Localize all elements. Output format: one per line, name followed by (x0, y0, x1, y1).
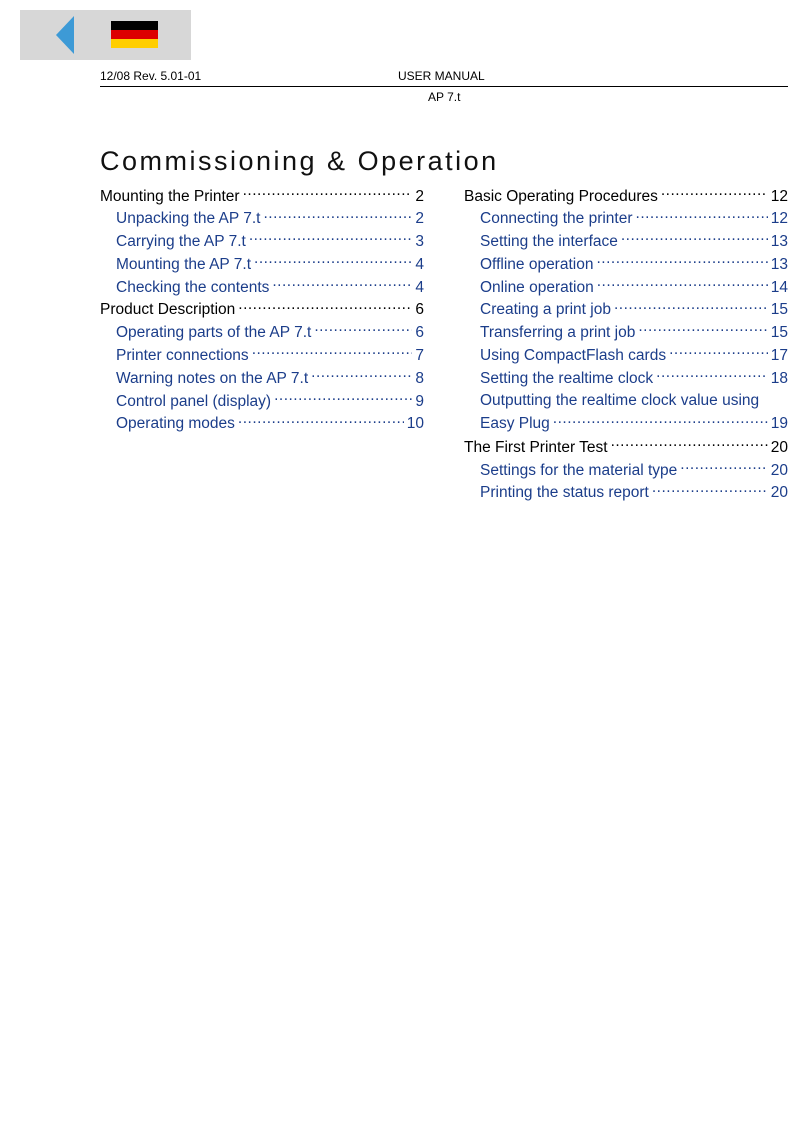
toc-dot-leader (597, 276, 768, 292)
toc-entry[interactable] (100, 413, 424, 436)
toc-dot-leader (274, 390, 412, 406)
toc-dot-leader (596, 253, 767, 269)
toc-dot-leader (311, 367, 412, 383)
toc-entry-page-number: 15 (770, 324, 788, 342)
flag-stripe-black (111, 21, 158, 30)
toc-entry-page-number: 14 (770, 278, 788, 296)
header-model: AP 7.t (428, 90, 461, 104)
toc-entry-label: Mounting the Printer (100, 187, 240, 205)
toc-entry[interactable] (100, 253, 424, 276)
page-title: Commissioning & Operation (100, 146, 499, 176)
toc-entry[interactable] (464, 436, 788, 459)
toc-entry[interactable] (100, 185, 424, 208)
toc-entry-page-number: 9 (415, 392, 424, 410)
toc-dot-leader (254, 253, 412, 269)
toc-dot-leader (656, 367, 768, 383)
toc-entry-label: Checking the contents (116, 278, 270, 296)
toc-entry[interactable] (464, 208, 788, 231)
toc-entry[interactable] (464, 231, 788, 254)
toc-entry-page-number: 6 (415, 324, 424, 342)
toc-entry-label: Printer connections (116, 347, 249, 365)
toc-entry[interactable] (464, 253, 788, 276)
toc-entry-label: Carrying the AP 7.t (116, 233, 246, 251)
toc-entry-page-number: 7 (415, 347, 424, 365)
toc-entry-label: Setting the realtime clock (480, 369, 654, 387)
toc-entry[interactable] (464, 459, 788, 482)
toc-entry-label: Using CompactFlash cards (480, 347, 667, 365)
toc-entry-label: Printing the status report (480, 484, 649, 502)
toc-entry[interactable] (100, 231, 424, 254)
toc-dot-leader (252, 345, 413, 361)
toc-dot-leader (314, 322, 412, 338)
toc-entry-label: Basic Operating Procedures (464, 187, 658, 205)
toc-entry-page-number: 2 (415, 187, 424, 205)
toc-entry-label: Operating modes (116, 415, 235, 433)
toc-entry[interactable] (464, 322, 788, 345)
toc-right-column (464, 185, 788, 505)
back-arrow-icon[interactable] (56, 16, 74, 54)
toc-entry-label: The First Printer Test (464, 438, 608, 456)
toc-dot-leader (238, 299, 412, 315)
toc-entry-page-number: 8 (415, 369, 424, 387)
toc-entry-label: Warning notes on the AP 7.t (116, 369, 309, 387)
toc-dot-leader (238, 413, 404, 429)
toc-entry-label: Transferring a print job (480, 324, 636, 342)
toc-dot-leader (636, 208, 768, 224)
toc-entry-page-number: 18 (770, 369, 788, 387)
toc-entry-label: Settings for the material type (480, 461, 678, 479)
toc-entry-page-number: 20 (770, 438, 788, 456)
toc-entry-label: Online operation (480, 278, 594, 296)
toc-entry[interactable] (464, 367, 788, 390)
german-flag-icon[interactable] (111, 21, 158, 48)
toc-entry-page-number: 17 (770, 347, 788, 365)
toc-dot-leader (553, 413, 768, 429)
toc-entry-page-number: 15 (770, 301, 788, 319)
toc-dot-leader (652, 482, 768, 498)
toc-entry-page-number: 20 (770, 461, 788, 479)
toc-entry[interactable] (100, 208, 424, 231)
toc-entry-label: Unpacking the AP 7.t (116, 210, 261, 228)
toc-entry-page-number: 13 (770, 233, 788, 251)
toc-entry[interactable] (100, 322, 424, 345)
flag-stripe-red (111, 30, 158, 39)
toc-dot-leader (661, 185, 768, 201)
toc-entry-page-number: 12 (770, 210, 788, 228)
toc-entry-page-number: 10 (406, 415, 424, 433)
header-date-revision: 12/08 Rev. 5.01-01 (100, 69, 202, 83)
toc-entry-label: Connecting the printer (480, 210, 633, 228)
header-divider (100, 86, 788, 87)
toc-dot-leader (249, 231, 413, 247)
toc-entry-page-number: 4 (415, 255, 424, 273)
toc-entry[interactable] (464, 276, 788, 299)
toc-entry-label: Operating parts of the AP 7.t (116, 324, 312, 342)
toc-entry[interactable] (100, 367, 424, 390)
toc-entry-page-number: 6 (415, 301, 424, 319)
toc-entry[interactable] (464, 345, 788, 368)
toc-entry-page-number: 3 (415, 233, 424, 251)
toc-entry-label: Mounting the AP 7.t (116, 255, 252, 273)
toc-entry-label: Product Description (100, 301, 236, 319)
toc-entry[interactable] (464, 299, 788, 322)
toc-entry[interactable] (100, 390, 424, 413)
toc-entry-page-number: 2 (415, 210, 424, 228)
toc-entry-page-number: 20 (770, 484, 788, 502)
toc-dot-leader (272, 276, 412, 292)
toc-dot-leader (614, 299, 768, 315)
header-document-type: USER MANUAL (398, 69, 485, 83)
toc-dot-leader (263, 208, 412, 224)
toc-entry[interactable] (100, 276, 424, 299)
toc-entry-label: Control panel (display) (116, 392, 272, 410)
toc-entry[interactable] (464, 185, 788, 208)
toc-entry[interactable] (100, 299, 424, 322)
toc-entry-page-number: 12 (770, 187, 788, 205)
toc-entry-page-number: 4 (415, 278, 424, 296)
toc-entry-page-number: 19 (770, 415, 788, 433)
toc-entry-label: Offline operation (480, 255, 594, 273)
toc-entry-label: Easy Plug (480, 415, 550, 433)
toc-entry[interactable] (464, 390, 788, 436)
toc-dot-leader (611, 436, 768, 452)
toc-dot-leader (621, 231, 768, 247)
flag-stripe-gold (111, 39, 158, 48)
toc-dot-leader (638, 322, 767, 338)
toc-dot-leader (680, 459, 767, 475)
toc-entry-label: Setting the interface (480, 233, 618, 251)
toc-entry-page-number: 13 (770, 255, 788, 273)
toc-entry[interactable] (100, 345, 424, 368)
toc-entry[interactable] (464, 482, 788, 505)
toc-left-column (100, 185, 424, 436)
toc-entry-label-line1: Outputting the realtime clock value using (480, 392, 760, 410)
toc-dot-leader (243, 185, 413, 201)
toc-dot-leader (669, 345, 768, 361)
toc-entry-label: Creating a print job (480, 301, 611, 319)
navigation-bar (20, 10, 191, 60)
